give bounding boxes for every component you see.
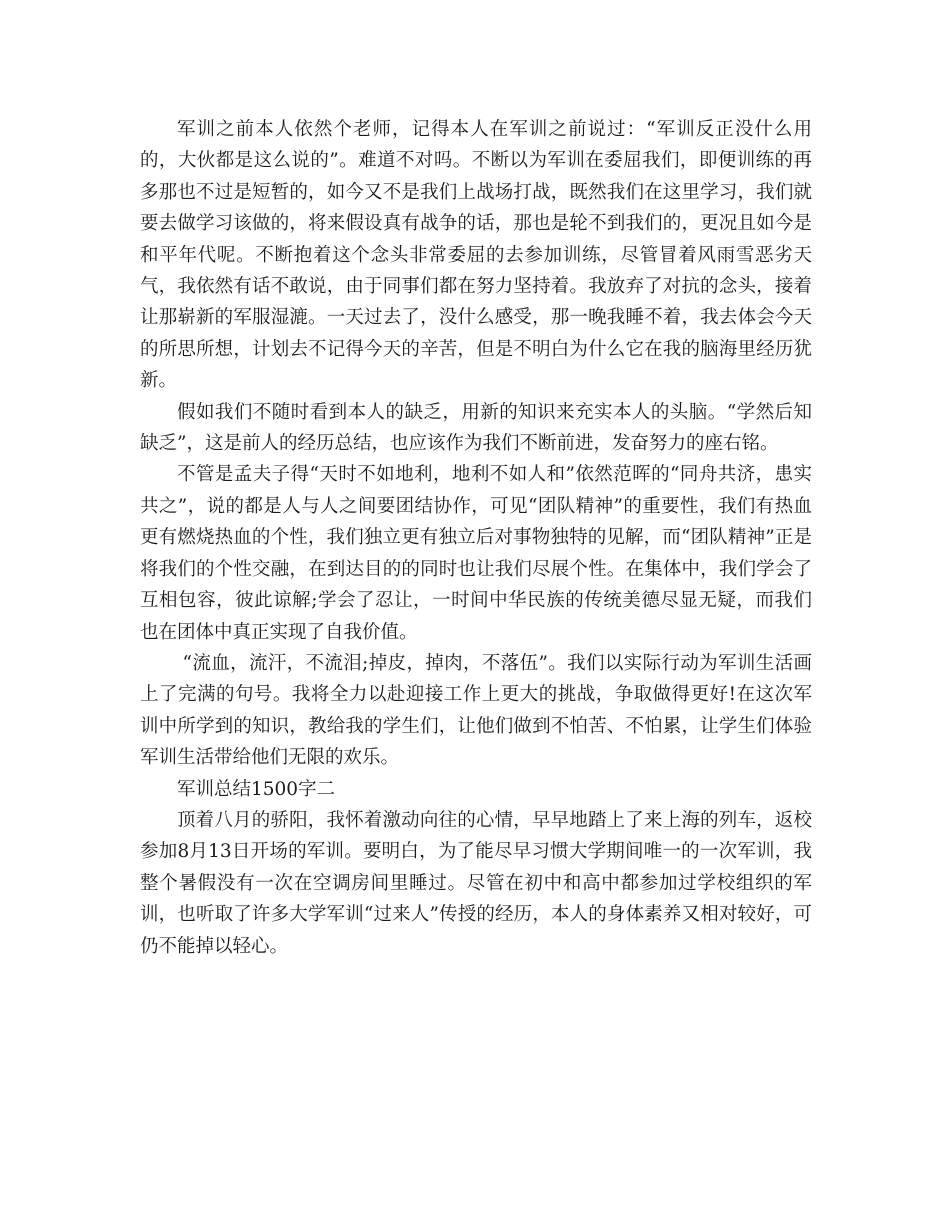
paragraph-team-spirit: 不管是孟夫子得“天时不如地利，地利不如人和”依然范晖的“同舟共济，患实共之”，说的都是人与人之间要团结协作，可见“团队精神”的重要性，我们有热血更有燃烧热血的个性，我们独立更有独立后对事物独特的见解，而“团队精神”正是将我们的个性交融，在到达目的的同时也让我们尽展个性。在集体中，我们学会了互相包容，彼此谅解;学会了忍让，一时间中华民族的传统美德尽显无疑，而我们也在团体中真正实现了自我价值。 [140,464,812,643]
paragraph-learning-shortcomings: 假如我们不随时看到本人的缺乏，用新的知识来充实本人的头脑。“学然后知缺乏”，这是前人的经历总结，也应该作为我们不断前进，发奋努力的座右铭。 [140,401,812,455]
document-body [140,114,812,962]
section-heading: 军训总结1500字二 [177,778,336,800]
paragraph-august-sun: 顶着八月的骄阳，我怀着激动向往的心情，早早地踏上了来上海的列车，返校参加8月13日开场的军训。要明白，为了能尽早习惯大学期间唯一的一次军训，我整个暑假没有一次在空调房间里睡过。尽管在初中和高中都参加过学校组织的军训，也听取了许多大学军训“过来人”传授的经历，本人的身体素养又相对较好，可仍不能掉以轻心。 [140,809,812,957]
paragraph-before-training: 军训之前本人依然个老师，记得本人在军训之前说过：“军训反正没什么用的，大伙都是这么说的”。难道不对吗。不断以为军训在委屈我们，即便训练的再多那也不过是短暂的，如今又不是我们上战场打战，既然我们在这里学习，我们就要去做学习该做的，将来假设真有战争的话，那也是轮不到我们的，更况且如今是和平年代呢。不断抱着这个念头非常委屈的去参加训练，尽管冒着风雨雪恶劣天气，我依然有话不敢说，由于同事们都在努力坚持着。我放弃了对抗的念头，接着让那崭新的军服湿漉。一天过去了，没什么感受，那一晚我睡不着，我去体会今天的所思所想，计划去不记得今天的辛苦，但是不明白为什么它在我的脑海里经历犹新。 [140,119,812,392]
paragraph-motto: “流血，流汗，不流泪;掉皮，掉肉，不落伍”。我们以实际行动为军训生活画上了完满的句号。我将全力以赴迎接工作上更大的挑战，争取做得更好!在这次军训中所学到的知识，教给我的学生们，让他们做到不怕苦、不怕累，让学生们体验军训生活带给他们无限的欢乐。 [140,652,813,769]
